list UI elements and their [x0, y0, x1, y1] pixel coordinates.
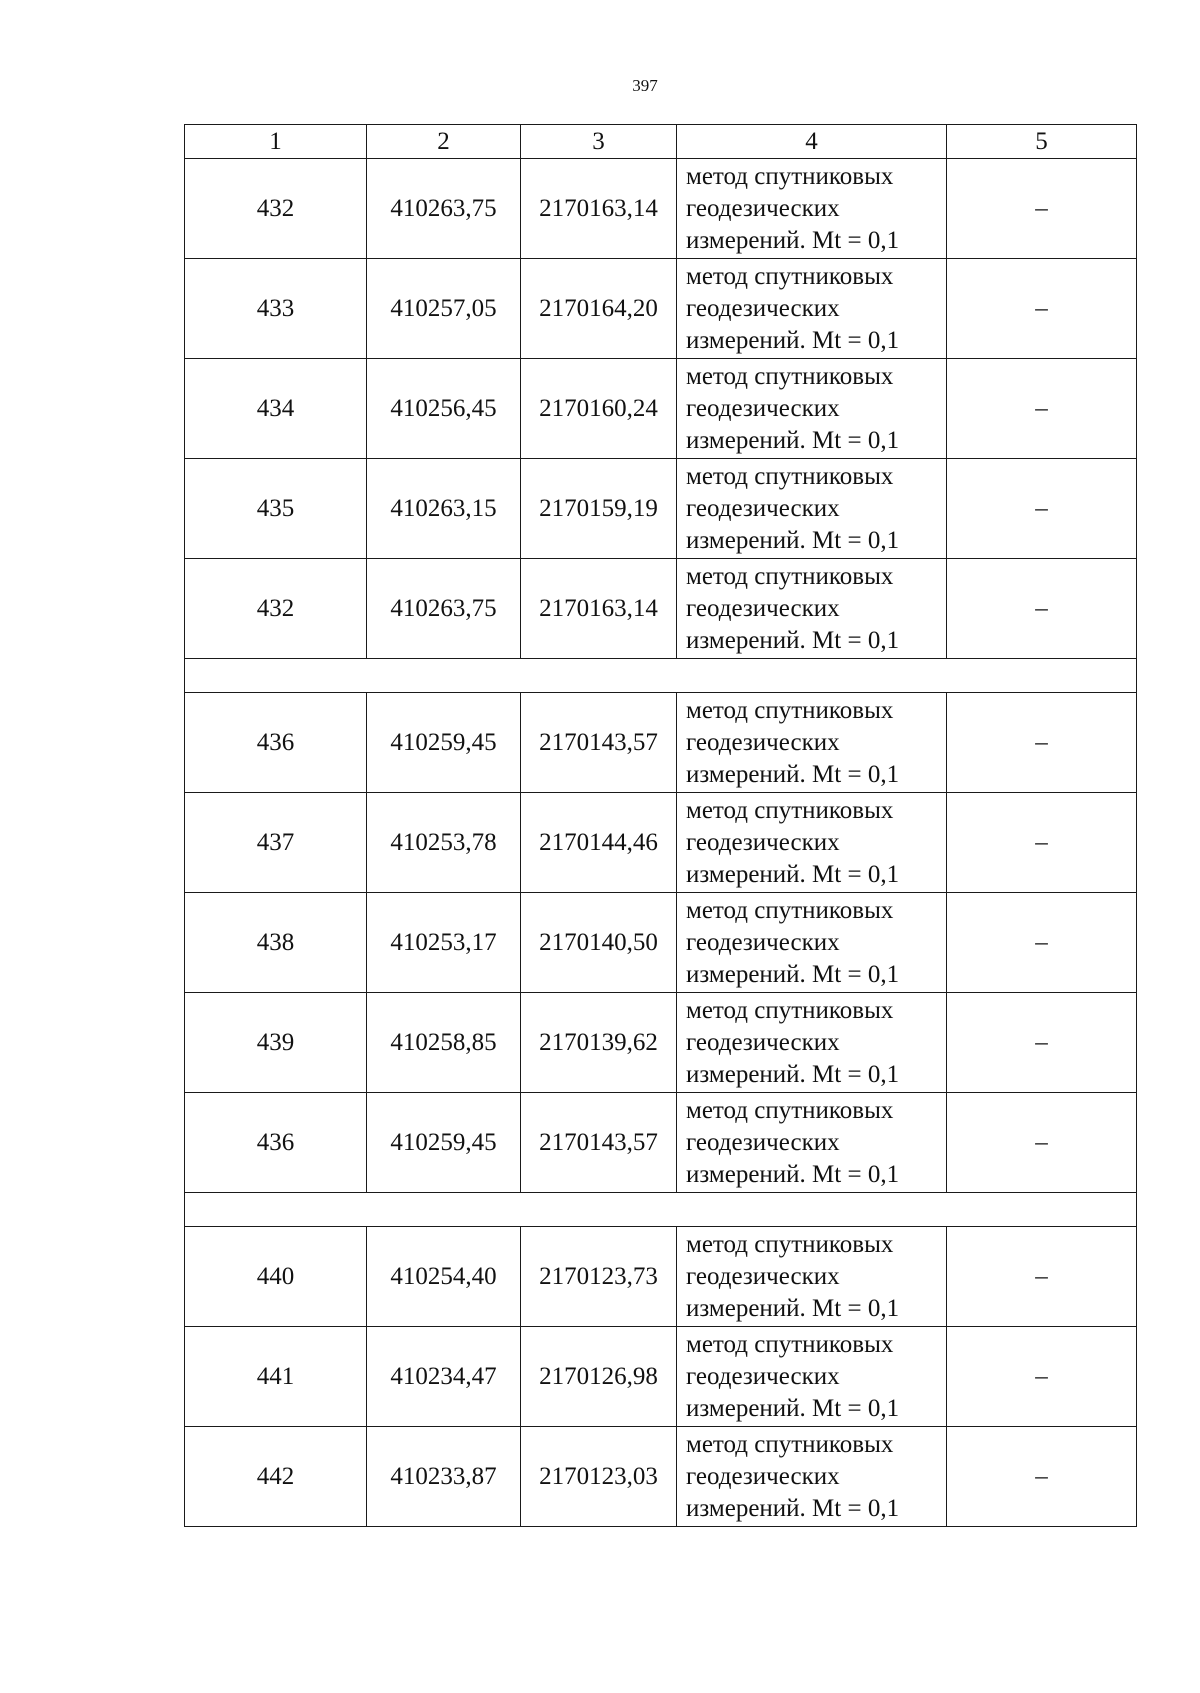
method-cell: [677, 1327, 947, 1427]
note-cell: –: [947, 1327, 1137, 1427]
method-line: измерений. Mt = 0,1: [686, 226, 900, 254]
point-number-cell: 440: [185, 1227, 367, 1327]
method-line: геодезических: [686, 394, 840, 422]
method-line: геодезических: [686, 828, 840, 856]
method-line: геодезических: [686, 1262, 840, 1290]
x-coordinate-cell: 410263,75: [367, 559, 521, 659]
x-coordinate-cell: 410254,40: [367, 1227, 521, 1327]
method-line: метод спутниковых: [686, 796, 894, 824]
y-coordinate-cell: 2170143,57: [521, 1093, 677, 1193]
method-line: измерений. Mt = 0,1: [686, 1494, 900, 1522]
page-number: 397: [632, 76, 658, 95]
x-coordinate-cell: 410263,75: [367, 159, 521, 259]
method-cell: [677, 693, 947, 793]
column-header: 5: [947, 125, 1137, 159]
table-row: [185, 1427, 1137, 1527]
method-line: геодезических: [686, 1128, 840, 1156]
point-number-cell: 442: [185, 1427, 367, 1527]
point-number-cell: 436: [185, 1093, 367, 1193]
method-cell: [677, 993, 947, 1093]
point-number-cell: 432: [185, 559, 367, 659]
note-cell: –: [947, 459, 1137, 559]
table-row: [185, 559, 1137, 659]
point-number-cell: 432: [185, 159, 367, 259]
y-coordinate-cell: 2170123,03: [521, 1427, 677, 1527]
method-line: измерений. Mt = 0,1: [686, 1160, 900, 1188]
point-number-cell: 441: [185, 1327, 367, 1427]
point-number-cell: 435: [185, 459, 367, 559]
column-header: 1: [185, 125, 367, 159]
method-line: измерений. Mt = 0,1: [686, 626, 900, 654]
method-line: геодезических: [686, 1462, 840, 1490]
table-row: [185, 693, 1137, 793]
table-row: [185, 459, 1137, 559]
method-line: метод спутниковых: [686, 462, 894, 490]
method-line: метод спутниковых: [686, 162, 894, 190]
table-row: [185, 1327, 1137, 1427]
method-line: метод спутниковых: [686, 696, 894, 724]
method-line: измерений. Mt = 0,1: [686, 426, 900, 454]
method-line: геодезических: [686, 594, 840, 622]
x-coordinate-cell: 410253,78: [367, 793, 521, 893]
method-line: геодезических: [686, 194, 840, 222]
method-line: геодезических: [686, 928, 840, 956]
table-row: [185, 1227, 1137, 1327]
table-separator-row: [185, 659, 1137, 693]
column-header: 3: [521, 125, 677, 159]
method-line: измерений. Mt = 0,1: [686, 1060, 900, 1088]
method-cell: [677, 259, 947, 359]
method-line: измерений. Mt = 0,1: [686, 526, 900, 554]
table-row: [185, 159, 1137, 259]
method-line: измерений. Mt = 0,1: [686, 1394, 900, 1422]
x-coordinate-cell: 410263,15: [367, 459, 521, 559]
note-cell: –: [947, 159, 1137, 259]
x-coordinate-cell: 410259,45: [367, 1093, 521, 1193]
method-cell: [677, 1227, 947, 1327]
method-line: метод спутниковых: [686, 1430, 894, 1458]
method-cell: [677, 793, 947, 893]
method-line: метод спутниковых: [686, 996, 894, 1024]
point-number-cell: 437: [185, 793, 367, 893]
table-row: [185, 993, 1137, 1093]
method-line: геодезических: [686, 1362, 840, 1390]
note-cell: –: [947, 1093, 1137, 1193]
x-coordinate-cell: 410233,87: [367, 1427, 521, 1527]
method-cell: [677, 1093, 947, 1193]
x-coordinate-cell: 410234,47: [367, 1327, 521, 1427]
x-coordinate-cell: 410253,17: [367, 893, 521, 993]
table-row: [185, 359, 1137, 459]
table-separator-row: [185, 1193, 1137, 1227]
y-coordinate-cell: 2170159,19: [521, 459, 677, 559]
note-cell: –: [947, 559, 1137, 659]
note-cell: –: [947, 693, 1137, 793]
method-line: метод спутниковых: [686, 1330, 894, 1358]
point-number-cell: 434: [185, 359, 367, 459]
y-coordinate-cell: 2170144,46: [521, 793, 677, 893]
y-coordinate-cell: 2170140,50: [521, 893, 677, 993]
separator-cell: [185, 1193, 1137, 1227]
y-coordinate-cell: 2170163,14: [521, 159, 677, 259]
method-line: измерений. Mt = 0,1: [686, 326, 900, 354]
x-coordinate-cell: 410259,45: [367, 693, 521, 793]
method-line: измерений. Mt = 0,1: [686, 1294, 900, 1322]
table-row: [185, 1093, 1137, 1193]
method-line: геодезических: [686, 728, 840, 756]
table-row: [185, 259, 1137, 359]
column-header: 4: [677, 125, 947, 159]
method-line: измерений. Mt = 0,1: [686, 960, 900, 988]
separator-cell: [185, 659, 1137, 693]
note-cell: –: [947, 1427, 1137, 1527]
y-coordinate-cell: 2170163,14: [521, 559, 677, 659]
method-line: геодезических: [686, 1028, 840, 1056]
method-cell: [677, 893, 947, 993]
y-coordinate-cell: 2170139,62: [521, 993, 677, 1093]
method-line: измерений. Mt = 0,1: [686, 860, 900, 888]
method-line: метод спутниковых: [686, 896, 894, 924]
method-line: метод спутниковых: [686, 362, 894, 390]
table-row: [185, 893, 1137, 993]
x-coordinate-cell: 410258,85: [367, 993, 521, 1093]
point-number-cell: 433: [185, 259, 367, 359]
method-line: геодезических: [686, 294, 840, 322]
table-header-row: [185, 125, 1137, 159]
method-cell: [677, 359, 947, 459]
x-coordinate-cell: 410256,45: [367, 359, 521, 459]
method-cell: [677, 459, 947, 559]
point-number-cell: 436: [185, 693, 367, 793]
y-coordinate-cell: 2170160,24: [521, 359, 677, 459]
y-coordinate-cell: 2170123,73: [521, 1227, 677, 1327]
x-coordinate-cell: 410257,05: [367, 259, 521, 359]
table-row: [185, 793, 1137, 893]
y-coordinate-cell: 2170143,57: [521, 693, 677, 793]
method-line: метод спутниковых: [686, 562, 894, 590]
note-cell: –: [947, 259, 1137, 359]
y-coordinate-cell: 2170126,98: [521, 1327, 677, 1427]
method-line: геодезических: [686, 494, 840, 522]
note-cell: –: [947, 359, 1137, 459]
method-line: измерений. Mt = 0,1: [686, 760, 900, 788]
coordinates-table: [184, 124, 1137, 1527]
method-line: метод спутниковых: [686, 1096, 894, 1124]
column-header: 2: [367, 125, 521, 159]
method-cell: [677, 159, 947, 259]
method-cell: [677, 1427, 947, 1527]
method-cell: [677, 559, 947, 659]
point-number-cell: 438: [185, 893, 367, 993]
table-body: [185, 159, 1137, 1527]
method-line: метод спутниковых: [686, 1230, 894, 1258]
method-line: метод спутниковых: [686, 262, 894, 290]
note-cell: –: [947, 793, 1137, 893]
note-cell: –: [947, 1227, 1137, 1327]
note-cell: –: [947, 993, 1137, 1093]
y-coordinate-cell: 2170164,20: [521, 259, 677, 359]
point-number-cell: 439: [185, 993, 367, 1093]
note-cell: –: [947, 893, 1137, 993]
